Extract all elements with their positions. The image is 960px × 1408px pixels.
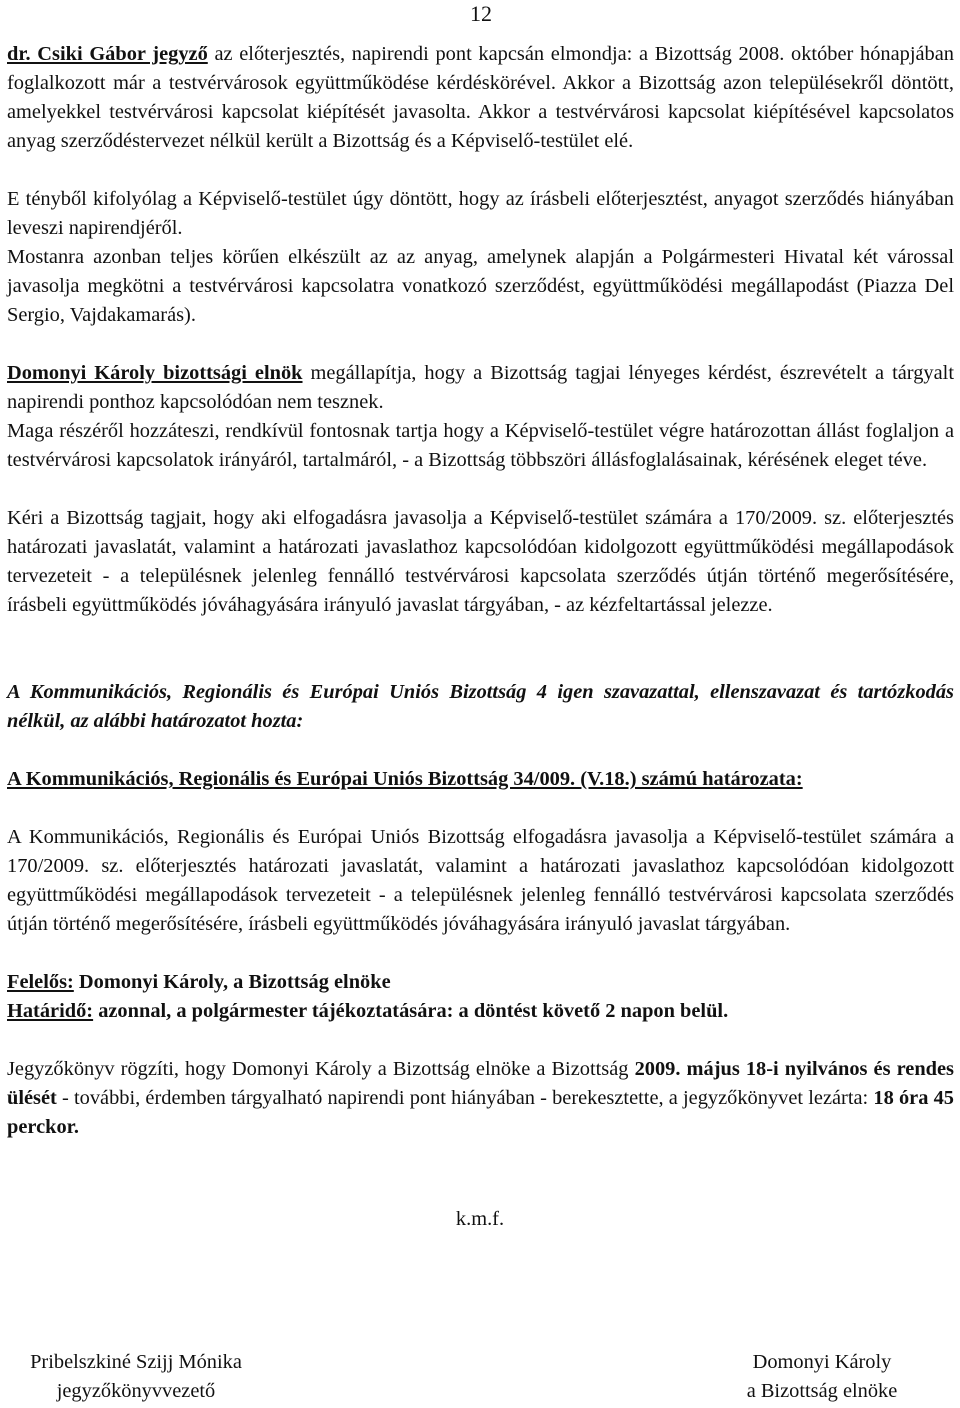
closing-time: 18 óra 45 perckor. [7, 1087, 954, 1138]
closing-text-2: - további, érdemben tárgyalható napirendi pont hiányában - berekesztette, a jegyzőkönyvet lezárta: [56, 1087, 874, 1109]
page-number: 12 [470, 1, 492, 26]
clerk-statement-text: az előterjesztés, napirendi pont kapcsán elmondja: a Bizottság 2008. október hónapjában foglalkozott már a testvérvárosok együttműködése kérdéskörével. Akkor a Bizottság azon településekről döntött, amelyekkel testvérvárosi kapcsolat kiépítését javasolta. Akkor a testvérvárosi kapcsolat kiépítésével kapcsolatos anyag szerződéstervezet nélkül került a Bizottság és a Képviselő-testület elé. [7, 43, 954, 152]
deadline-value: azonnal, a polgármester tájékoztatására: a döntést követő 2 napon belül. [93, 1000, 729, 1022]
paragraph-current-status: Mostanra azonban teljes körűen elkészült az az anyag, amelynek alapján a Polgármesteri Hivatal két várossal javasolja megkötni a testvérvárosi kapcsolatra vonatkozó szerződést, együttműködési megállapodást (Piazza Del Sergio, Vajdakamarás). [7, 246, 954, 326]
paragraph-clerk-statement [7, 40, 954, 156]
paragraph-chair-statement [7, 359, 954, 417]
closing-text-1: Jegyzőkönyv rögzíti, hogy Domonyi Károly a Bizottság elnöke a Bizottság [7, 1058, 635, 1080]
deadline-label: Határidő: [7, 1000, 94, 1022]
chair-name: Domonyi Károly [752, 1351, 892, 1373]
chair-role: a Bizottság elnöke [746, 1380, 898, 1402]
responsible-value: Domonyi Károly, a Bizottság elnöke [73, 971, 391, 993]
signature-chair [722, 1348, 922, 1406]
paragraph-vote-request: Kéri a Bizottság tagjait, hogy aki elfogadásra javasolja a Képviselő-testület számára a 170/2009. sz. előterjesztés határozati javaslatát, valamint a határozati javaslathoz kapcsolódóan kidolgozott együttműködési megállapodások tervezeteit - a településnek jelenleg fennálló testvérvárosi kapcsolata szerződés útján történő megerősítésére, írásbeli együttműködés jóváhagyására irányuló javaslat tárgyában, - az kézfeltartással jelezze. [7, 507, 954, 616]
responsible-line [7, 968, 954, 997]
closing-meeting-date: 2009. május 18-i nyilvános és rendes ülését [7, 1058, 954, 1109]
deadline-line [7, 997, 954, 1026]
speaker-clerk: dr. Csiki Gábor jegyző [7, 43, 208, 65]
signature-recorder [5, 1348, 267, 1406]
recorder-role: jegyzőkönyvvezető [56, 1380, 216, 1402]
resolution-title: A Kommunikációs, Regionális és Európai Uniós Bizottság 34/009. (V.18.) számú határozata: [7, 768, 803, 790]
kmf-mark: k.m.f. [455, 1208, 505, 1230]
recorder-name: Pribelszkiné Szijj Mónika [30, 1351, 242, 1373]
paragraph-chair-addition: Maga részéről hozzáteszi, rendkívül fontosnak tartja hogy a Képviselő-testület végre határozottan állást foglaljon a testvérvárosi kapcsolatok irányáról, tartalmáról, - a Bizottság többszöri állásfoglalásainak, kérésének eleget téve. [7, 420, 954, 471]
vote-result: A Kommunikációs, Regionális és Európai Uniós Bizottság 4 igen szavazattal, ellenszavazat és tartózkodás nélkül, az alábbi határozatot hozta: [7, 681, 954, 732]
resolution-text: A Kommunikációs, Regionális és Európai Uniós Bizottság elfogadásra javasolja a Képviselő-testület számára a 170/2009. sz. előterjesztés határozati javaslatát, valamint a határozati javaslathoz kapcsolódóan kidolgozott együttműködési megállapodások tervezeteit - a településnek jelenleg fennálló testvérvárosi kapcsolata szerződés útján történő megerősítésére, írásbeli együttműködés jóváhagyására irányuló javaslat tárgyában. [7, 826, 954, 935]
chair-statement-text: megállapítja, hogy a Bizottság tagjai lényeges kérdést, észrevételt a tárgyalt napirendi ponthoz kapcsolódóan nem tesznek. [7, 362, 954, 413]
closing-paragraph [7, 1055, 954, 1142]
paragraph-consequence: E tényből kifolyólag a Képviselő-testület úgy döntött, hogy az írásbeli előterjesztést, anyagot szerződés hiányában leveszi napirendjéről. [7, 188, 954, 239]
responsible-label: Felelős: [7, 971, 74, 993]
speaker-chair: Domonyi Károly bizottsági elnök [7, 362, 303, 384]
